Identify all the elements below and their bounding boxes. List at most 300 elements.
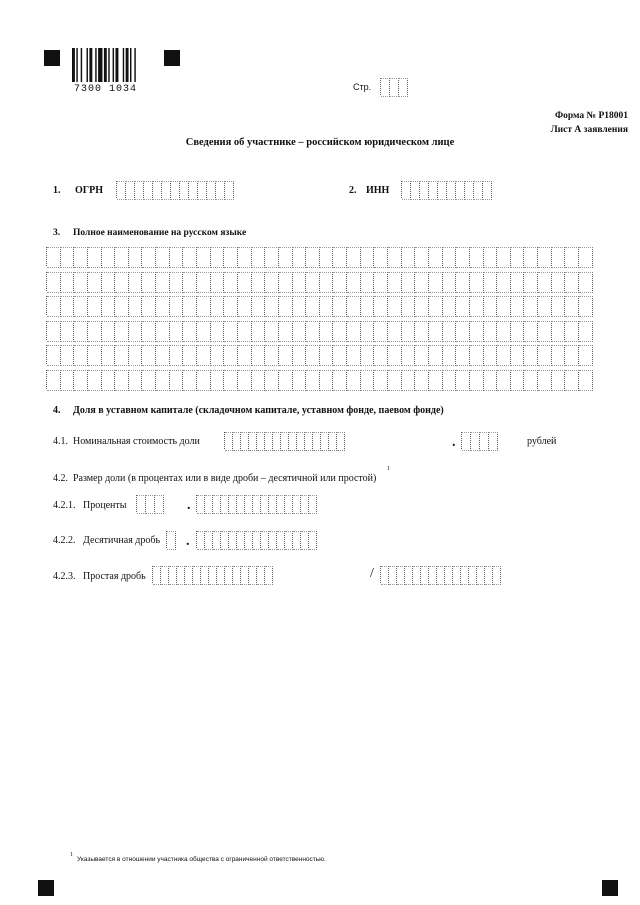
char-cell[interactable] [213,495,221,514]
char-cell[interactable] [361,321,375,342]
char-cell[interactable] [445,566,453,585]
inn-input[interactable] [401,181,492,198]
char-cell[interactable] [277,531,285,550]
char-cell[interactable] [142,296,156,317]
char-cell[interactable] [470,272,484,293]
char-cell[interactable] [415,296,429,317]
char-cell[interactable] [415,247,429,268]
char-cell[interactable] [456,272,470,293]
char-cell[interactable] [155,495,164,514]
char-cell[interactable] [279,370,293,391]
char-cell[interactable] [102,321,116,342]
char-cell[interactable] [241,432,249,451]
char-cell[interactable] [438,181,447,200]
char-cell[interactable] [257,566,265,585]
char-cell[interactable] [511,321,525,342]
char-cell[interactable] [142,247,156,268]
char-cell[interactable] [538,321,552,342]
char-cell[interactable] [297,432,305,451]
char-cell[interactable] [470,370,484,391]
char-cell[interactable] [193,566,201,585]
char-cell[interactable] [497,370,511,391]
char-cell[interactable] [415,272,429,293]
char-cell[interactable] [279,321,293,342]
char-cell[interactable] [205,495,213,514]
char-cell[interactable] [456,370,470,391]
char-cell[interactable] [88,370,102,391]
char-cell[interactable] [333,345,347,366]
char-cell[interactable] [126,181,135,200]
char-cell[interactable] [156,247,170,268]
char-cell[interactable] [237,531,245,550]
char-cell[interactable] [415,321,429,342]
char-cell[interactable] [456,247,470,268]
char-cell[interactable] [484,247,498,268]
char-cell[interactable] [167,531,176,550]
char-cell[interactable] [347,370,361,391]
char-cell[interactable] [115,345,129,366]
char-cell[interactable] [333,321,347,342]
char-cell[interactable] [285,531,293,550]
char-cell[interactable] [61,370,75,391]
char-cell[interactable] [137,495,146,514]
full-name-row[interactable] [46,370,593,389]
char-cell[interactable] [320,296,334,317]
char-cell[interactable] [565,345,579,366]
char-cell[interactable] [361,370,375,391]
char-cell[interactable] [183,296,197,317]
full-name-row[interactable] [46,345,593,364]
char-cell[interactable] [402,181,411,200]
char-cell[interactable] [238,296,252,317]
char-cell[interactable] [484,345,498,366]
char-cell[interactable] [421,566,429,585]
char-cell[interactable] [115,370,129,391]
char-cell[interactable] [461,566,469,585]
char-cell[interactable] [524,321,538,342]
char-cell[interactable] [443,247,457,268]
char-cell[interactable] [313,432,321,451]
char-cell[interactable] [224,370,238,391]
char-cell[interactable] [102,296,116,317]
char-cell[interactable] [415,370,429,391]
char-cell[interactable] [565,370,579,391]
char-cell[interactable] [156,296,170,317]
char-cell[interactable] [102,370,116,391]
char-cell[interactable] [389,566,397,585]
char-cell[interactable] [306,370,320,391]
char-cell[interactable] [429,181,438,200]
char-cell[interactable] [293,247,307,268]
char-cell[interactable] [470,321,484,342]
char-cell[interactable] [333,370,347,391]
char-cell[interactable] [456,345,470,366]
char-cell[interactable] [465,181,474,200]
char-cell[interactable] [388,296,402,317]
char-cell[interactable] [169,566,177,585]
char-cell[interactable] [252,272,266,293]
char-cell[interactable] [405,566,413,585]
char-cell[interactable] [211,345,225,366]
char-cell[interactable] [552,272,566,293]
char-cell[interactable] [183,247,197,268]
char-cell[interactable] [293,495,301,514]
full-name-row[interactable] [46,296,593,315]
char-cell[interactable] [261,531,269,550]
char-cell[interactable] [245,495,253,514]
char-cell[interactable] [74,370,88,391]
char-cell[interactable] [265,272,279,293]
char-cell[interactable] [252,296,266,317]
char-cell[interactable] [361,247,375,268]
char-cell[interactable] [347,247,361,268]
char-cell[interactable] [413,566,421,585]
char-cell[interactable] [484,321,498,342]
char-cell[interactable] [144,181,153,200]
char-cell[interactable] [320,321,334,342]
char-cell[interactable] [347,272,361,293]
char-cell[interactable] [497,296,511,317]
char-cell[interactable] [402,321,416,342]
char-cell[interactable] [117,181,126,200]
char-cell[interactable] [241,566,249,585]
char-cell[interactable] [470,247,484,268]
char-cell[interactable] [579,370,593,391]
char-cell[interactable] [265,247,279,268]
char-cell[interactable] [47,296,61,317]
char-cell[interactable] [497,345,511,366]
char-cell[interactable] [565,272,579,293]
char-cell[interactable] [197,321,211,342]
char-cell[interactable] [238,247,252,268]
char-cell[interactable] [306,345,320,366]
char-cell[interactable] [320,272,334,293]
char-cell[interactable] [347,321,361,342]
char-cell[interactable] [252,247,266,268]
char-cell[interactable] [88,247,102,268]
char-cell[interactable] [252,370,266,391]
char-cell[interactable] [224,272,238,293]
char-cell[interactable] [142,370,156,391]
char-cell[interactable] [524,345,538,366]
char-cell[interactable] [170,296,184,317]
char-cell[interactable] [237,495,245,514]
char-cell[interactable] [524,370,538,391]
char-cell[interactable] [347,296,361,317]
ogrn-input[interactable] [116,181,234,198]
char-cell[interactable] [429,247,443,268]
char-cell[interactable] [329,432,337,451]
char-cell[interactable] [361,296,375,317]
char-cell[interactable] [289,432,297,451]
char-cell[interactable] [579,247,593,268]
char-cell[interactable] [102,247,116,268]
char-cell[interactable] [245,531,253,550]
char-cell[interactable] [429,272,443,293]
percent-fraction-input[interactable] [196,495,317,512]
char-cell[interactable] [211,296,225,317]
char-cell[interactable] [170,247,184,268]
char-cell[interactable] [265,566,273,585]
char-cell[interactable] [484,370,498,391]
char-cell[interactable] [524,247,538,268]
char-cell[interactable] [252,345,266,366]
char-cell[interactable] [337,432,345,451]
char-cell[interactable] [279,296,293,317]
char-cell[interactable] [402,345,416,366]
char-cell[interactable] [197,272,211,293]
full-name-row[interactable] [46,272,593,291]
char-cell[interactable] [253,531,261,550]
char-cell[interactable] [497,272,511,293]
char-cell[interactable] [88,345,102,366]
char-cell[interactable] [293,321,307,342]
char-cell[interactable] [265,432,273,451]
char-cell[interactable] [279,345,293,366]
char-cell[interactable] [197,247,211,268]
char-cell[interactable] [381,566,389,585]
percent-integer-input[interactable] [136,495,164,512]
char-cell[interactable] [565,296,579,317]
char-cell[interactable] [224,345,238,366]
char-cell[interactable] [483,181,492,200]
char-cell[interactable] [205,531,213,550]
char-cell[interactable] [211,321,225,342]
char-cell[interactable] [185,566,193,585]
char-cell[interactable] [480,432,489,451]
char-cell[interactable] [388,272,402,293]
char-cell[interactable] [61,272,75,293]
char-cell[interactable] [229,531,237,550]
char-cell[interactable] [47,272,61,293]
char-cell[interactable] [197,495,205,514]
char-cell[interactable] [469,566,477,585]
char-cell[interactable] [180,181,189,200]
char-cell[interactable] [402,247,416,268]
char-cell[interactable] [511,296,525,317]
char-cell[interactable] [456,181,465,200]
char-cell[interactable] [177,566,185,585]
char-cell[interactable] [265,345,279,366]
char-cell[interactable] [470,296,484,317]
char-cell[interactable] [538,370,552,391]
char-cell[interactable] [497,321,511,342]
char-cell[interactable] [129,370,143,391]
char-cell[interactable] [61,345,75,366]
char-cell[interactable] [538,272,552,293]
char-cell[interactable] [309,531,317,550]
char-cell[interactable] [216,181,225,200]
char-cell[interactable] [221,531,229,550]
char-cell[interactable] [221,495,229,514]
char-cell[interactable] [485,566,493,585]
char-cell[interactable] [201,566,209,585]
char-cell[interactable] [388,321,402,342]
char-cell[interactable] [74,296,88,317]
char-cell[interactable] [74,321,88,342]
char-cell[interactable] [489,432,498,451]
char-cell[interactable] [249,566,257,585]
char-cell[interactable] [552,321,566,342]
char-cell[interactable] [320,370,334,391]
char-cell[interactable] [538,296,552,317]
char-cell[interactable] [47,345,61,366]
char-cell[interactable] [511,370,525,391]
char-cell[interactable] [156,370,170,391]
char-cell[interactable] [552,345,566,366]
char-cell[interactable] [443,321,457,342]
char-cell[interactable] [102,345,116,366]
char-cell[interactable] [74,345,88,366]
char-cell[interactable] [305,432,313,451]
char-cell[interactable] [197,531,205,550]
fraction-denominator-input[interactable] [380,566,501,583]
char-cell[interactable] [61,321,75,342]
char-cell[interactable] [361,272,375,293]
char-cell[interactable] [224,321,238,342]
char-cell[interactable] [524,296,538,317]
char-cell[interactable] [189,181,198,200]
char-cell[interactable] [211,272,225,293]
char-cell[interactable] [61,296,75,317]
char-cell[interactable] [238,272,252,293]
char-cell[interactable] [279,247,293,268]
char-cell[interactable] [293,370,307,391]
char-cell[interactable] [552,370,566,391]
char-cell[interactable] [361,345,375,366]
char-cell[interactable] [229,495,237,514]
char-cell[interactable] [269,531,277,550]
char-cell[interactable] [285,495,293,514]
char-cell[interactable] [74,272,88,293]
char-cell[interactable] [443,370,457,391]
char-cell[interactable] [388,247,402,268]
char-cell[interactable] [411,181,420,200]
char-cell[interactable] [183,345,197,366]
char-cell[interactable] [402,370,416,391]
char-cell[interactable] [129,296,143,317]
nominal-integer-input[interactable] [224,432,345,449]
char-cell[interactable] [306,272,320,293]
char-cell[interactable] [456,296,470,317]
char-cell[interactable] [381,78,390,97]
char-cell[interactable] [420,181,429,200]
char-cell[interactable] [129,272,143,293]
char-cell[interactable] [47,370,61,391]
char-cell[interactable] [470,345,484,366]
char-cell[interactable] [171,181,180,200]
char-cell[interactable] [447,181,456,200]
char-cell[interactable] [579,345,593,366]
char-cell[interactable] [306,247,320,268]
char-cell[interactable] [493,566,501,585]
char-cell[interactable] [511,345,525,366]
char-cell[interactable] [183,370,197,391]
char-cell[interactable] [225,566,233,585]
char-cell[interactable] [474,181,483,200]
char-cell[interactable] [477,566,485,585]
char-cell[interactable] [162,181,171,200]
char-cell[interactable] [115,321,129,342]
char-cell[interactable] [333,272,347,293]
char-cell[interactable] [88,296,102,317]
char-cell[interactable] [225,181,234,200]
char-cell[interactable] [170,321,184,342]
char-cell[interactable] [462,432,471,451]
char-cell[interactable] [217,566,225,585]
fraction-numerator-input[interactable] [152,566,273,583]
char-cell[interactable] [156,345,170,366]
char-cell[interactable] [74,247,88,268]
char-cell[interactable] [129,321,143,342]
char-cell[interactable] [252,321,266,342]
char-cell[interactable] [277,495,285,514]
char-cell[interactable] [198,181,207,200]
char-cell[interactable] [333,247,347,268]
char-cell[interactable] [484,296,498,317]
page-number-cells[interactable] [380,78,408,95]
char-cell[interactable] [301,531,309,550]
char-cell[interactable] [88,272,102,293]
char-cell[interactable] [115,247,129,268]
char-cell[interactable] [579,296,593,317]
decimal-integer-input[interactable] [166,531,176,548]
char-cell[interactable] [437,566,445,585]
char-cell[interactable] [471,432,480,451]
char-cell[interactable] [261,495,269,514]
char-cell[interactable] [301,495,309,514]
char-cell[interactable] [88,321,102,342]
char-cell[interactable] [429,296,443,317]
char-cell[interactable] [511,272,525,293]
char-cell[interactable] [429,566,437,585]
char-cell[interactable] [429,370,443,391]
char-cell[interactable] [233,566,241,585]
char-cell[interactable] [347,345,361,366]
char-cell[interactable] [225,432,233,451]
char-cell[interactable] [538,345,552,366]
char-cell[interactable] [224,296,238,317]
char-cell[interactable] [156,321,170,342]
char-cell[interactable] [306,296,320,317]
nominal-fraction-input[interactable] [461,432,498,449]
char-cell[interactable] [102,272,116,293]
char-cell[interactable] [333,296,347,317]
char-cell[interactable] [374,272,388,293]
char-cell[interactable] [279,272,293,293]
full-name-row[interactable] [46,321,593,340]
char-cell[interactable] [170,345,184,366]
char-cell[interactable] [183,321,197,342]
char-cell[interactable] [273,432,281,451]
char-cell[interactable] [320,247,334,268]
char-cell[interactable] [209,566,217,585]
char-cell[interactable] [388,370,402,391]
char-cell[interactable] [238,321,252,342]
char-cell[interactable] [388,345,402,366]
char-cell[interactable] [224,247,238,268]
char-cell[interactable] [538,247,552,268]
char-cell[interactable] [269,495,277,514]
char-cell[interactable] [153,566,161,585]
char-cell[interactable] [281,432,289,451]
char-cell[interactable] [238,345,252,366]
char-cell[interactable] [170,370,184,391]
char-cell[interactable] [443,296,457,317]
char-cell[interactable] [142,272,156,293]
char-cell[interactable] [402,272,416,293]
char-cell[interactable] [293,531,301,550]
